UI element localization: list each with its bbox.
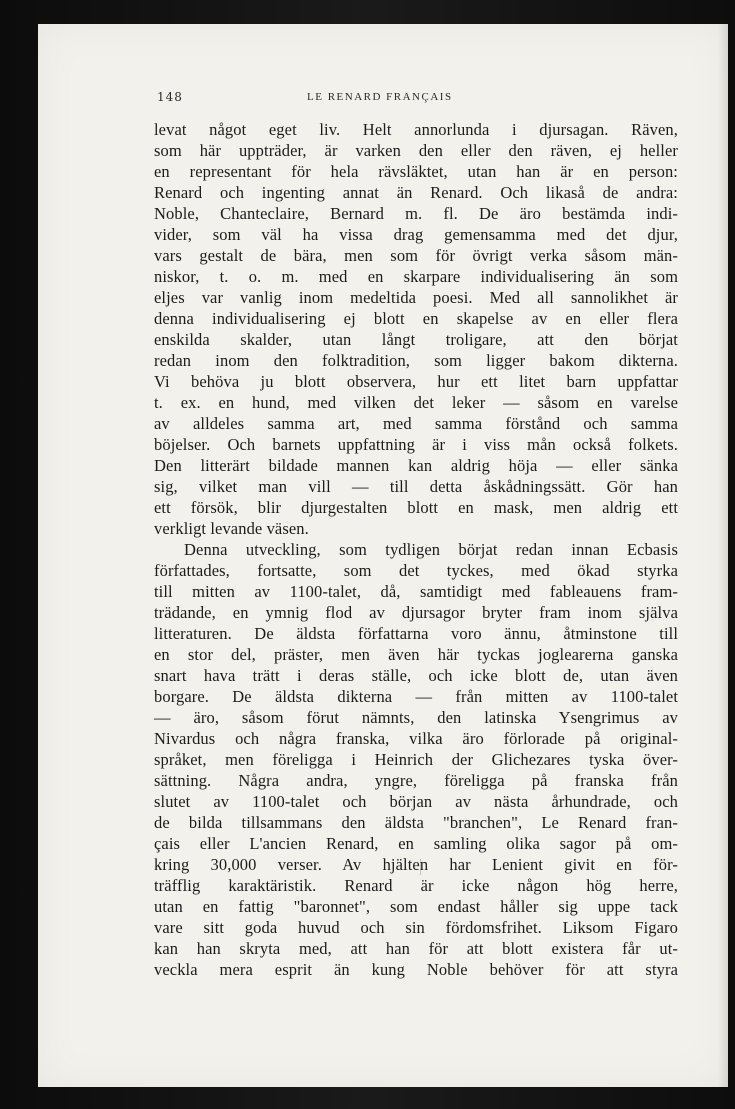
text-line: Noble, Chanteclaire, Bernard m. fl. De äro bestämda indi-	[154, 204, 678, 223]
text-line: veckla mera esprit än kung Noble behöver för att styra	[154, 960, 678, 979]
text-line: utan en fattig "baronnet", som endast håller sig uppe tack	[154, 897, 678, 916]
text-line: Den litterärt bildade mannen kan aldrig höja — eller sänka	[154, 456, 678, 475]
text-line: av alldeles samma art, med samma förstånd och samma	[154, 414, 678, 433]
text-line: kan han skryta med, att han för att blott existera får ut-	[154, 939, 678, 958]
text-line: snart hava trätt i deras ställe, och icke blott de, utan även	[154, 666, 678, 685]
body-text	[154, 119, 684, 980]
text-line: eljes var vanlig inom medeltida poesi. Med all sannolikhet är	[154, 288, 678, 307]
text-line: denna individualisering ej blott en skapelse av en eller flera	[154, 309, 678, 328]
text-line: litteraturen. De äldsta författarna voro ännu, åtminstone till	[154, 624, 678, 643]
text-line: Renard och ingenting annat än Renard. Och likaså de andra:	[154, 183, 678, 202]
text-line: levat något eget liv. Helt annorlunda i djursagan. Räven,	[154, 120, 678, 139]
ink-bleed-mark	[420, 859, 421, 875]
text-line: Nivardus och några franska, vilka äro förlorade på original-	[154, 729, 678, 748]
text-line: språket, men föreligga i Heinrich der Glichezares tyska över-	[154, 750, 678, 769]
text-line: böjelser. Och barnets uppfattning är i viss mån också folkets.	[154, 435, 678, 454]
text-line: çais eller L'ancien Renard, en samling olika sagor på om-	[154, 834, 678, 853]
text-line: t. ex. en hund, med vilken det leker — såsom en varelse	[154, 393, 678, 412]
text-line: till mitten av 1100-talet, då, samtidigt med fableauens fram-	[154, 582, 678, 601]
text-line: Vi behöva ju blott observera, hur ett litet barn uppfattar	[154, 372, 678, 391]
text-line: trädande, en ymnig flod av djursagor bryter fram inom själva	[154, 603, 678, 622]
text-line: enskilda skalder, utan långt troligare, att den börjat	[154, 330, 678, 349]
text-line: sättning. Några andra, yngre, föreligga på franska från	[154, 771, 678, 790]
text-line: de bilda tillsammans den äldsta "branchen", Le Renard fran-	[154, 813, 678, 832]
text-line: författades, fortsatte, som det tyckes, med ökad styrka	[154, 561, 678, 580]
running-title: LE RENARD FRANÇAIS	[307, 91, 453, 103]
text-line: en stor del, präster, men även här tyckas joglearerna ganska	[154, 645, 678, 664]
text-line: sig, vilket man vill — till detta åskådningssätt. Gör han	[154, 477, 678, 496]
text-line: kring 30,000 verser. Av hjälten har Lenient givit en för-	[154, 855, 678, 874]
text-line: slutet av 1100-talet och början av nästa århundrade, och	[154, 792, 678, 811]
paragraph-end-line: verkligt levande väsen.	[154, 519, 309, 538]
page-edge-shadow	[718, 24, 728, 1087]
text-line: träfflig karaktäristik. Renard är icke någon hög herre,	[154, 876, 678, 895]
paragraph-start-line: Denna utveckling, som tydligen börjat redan innan Ecbasis	[184, 540, 678, 559]
text-line: niskor, t. o. m. med en skarpare individualisering än som	[154, 267, 678, 286]
text-line: en representant för hela rävsläktet, utan han är en person:	[154, 162, 678, 181]
text-line: vare sitt goda huvud och sin fördomsfrihet. Liksom Figaro	[154, 918, 678, 937]
text-line: redan inom den folktradition, som ligger bakom dikterna.	[154, 351, 678, 370]
text-line: borgare. De äldsta dikterna — från mitten av 1100-talet	[154, 687, 678, 706]
text-line: som här uppträder, är varken den eller den räven, ej heller	[154, 141, 678, 160]
text-line: ett försök, blir djurgestalten blott en mask, men aldrig ett	[154, 498, 678, 517]
page-number: 148	[157, 90, 183, 104]
text-line: vars gestalt de bära, men som för övrigt verka såsom män-	[154, 246, 678, 265]
text-line: — äro, såsom förut nämnts, den latinska Ysengrimus av	[154, 708, 678, 727]
running-header	[157, 90, 522, 110]
text-line: vider, som väl ha vissa drag gemensamma med det djur,	[154, 225, 678, 244]
